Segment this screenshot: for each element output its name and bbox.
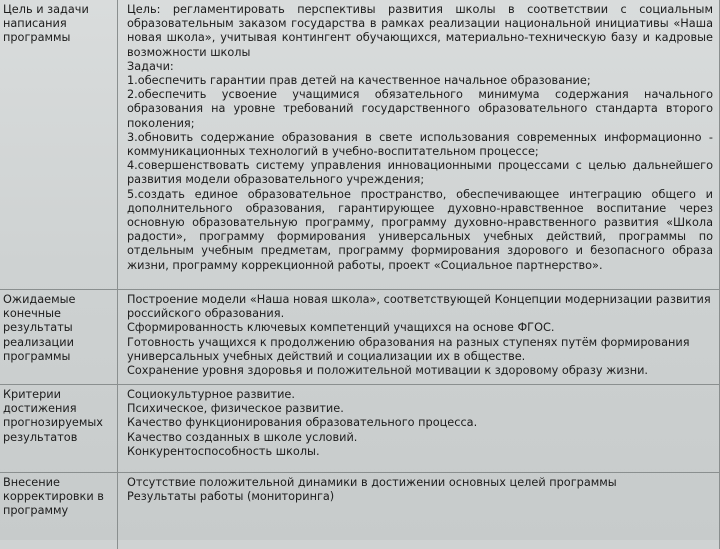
task-item: 2.обеспечить усвоение учащимися обязательного минимума содержания начального образования на уровне требований государственного образовательного стандарта второго поколения;	[127, 88, 713, 131]
table-row-expected-results	[0, 290, 720, 385]
criteria-item: Конкурентоспособность школы.	[127, 445, 713, 459]
criteria-item: Психическое, физическое развитие.	[127, 402, 713, 416]
row-content-corrections	[118, 473, 720, 549]
criteria-item: Качество функционирования образовательного процесса.	[127, 416, 713, 430]
correction-item: Результаты работы (мониторинга)	[127, 490, 713, 504]
task-item: 3.обновить содержание образования в свете использования современных информационно - коммуникационных технологий в учебно-воспитательном процессе;	[127, 131, 713, 159]
table-row-corrections	[0, 473, 720, 549]
result-item: Сохранение уровня здоровья и положительной мотивации к здоровому образу жизни.	[127, 364, 713, 378]
task-item: 1.обеспечить гарантии прав детей на качественное начальное образование;	[127, 74, 713, 88]
result-item: Построение модели «Наша новая школа», соответствующей Концепции модернизации развития российского образования.	[127, 293, 713, 321]
row-label-expected-results: Ожидаемые конечные результаты реализации программы	[0, 290, 118, 385]
goal-text: Цель: регламентировать перспективы развития школы в соответствии с социальным образовательным заказом государства в рамках реализации национальной инициативы «Наша новая школа», учитывая контингент обучающихся, материально-техническую базу и кадровые возможности школы	[127, 3, 713, 60]
correction-item: Отсутствие положительной динамики в достижении основных целей программы	[127, 476, 713, 490]
task-item: 5.создать единое образовательное пространство, обеспечивающее интеграцию общего и дополнительного образования, гарантирующее духовно-нравственное воспитание через основную образовательную программу, программу духовно-нравственного развития «Школа радости», программу формирования универсальных учебных действий, программы по отдельным учебным предметам, программу формирования здорового и безопасного образа жизни, программу коррекционной работы, проект «Социальное партнерство».	[127, 188, 713, 273]
tasks-heading: Задачи:	[127, 60, 713, 74]
row-content-criteria	[118, 385, 720, 473]
result-item: Готовность учащихся к продолжению образования на разных ступенях путём формирования универсальных учебных действий и социализации их в обществе.	[127, 336, 713, 364]
criteria-item: Социокультурное развитие.	[127, 388, 713, 402]
row-label-goals: Цель и задачи написания программы	[0, 0, 118, 290]
row-label-criteria: Критерии достижения прогнозируемых результатов	[0, 385, 118, 473]
row-content-expected-results	[118, 290, 720, 385]
task-item: 4.совершенствовать систему управления инновационными процессами с целью дальнейшего развития модели образовательного учреждения;	[127, 159, 713, 187]
criteria-item: Качество созданных в школе условий.	[127, 431, 713, 445]
row-label-corrections: Внесение корректировки в программу	[0, 473, 118, 549]
table-row-criteria	[0, 385, 720, 473]
row-content-goals	[118, 0, 720, 290]
result-item: Сформированность ключевых компетенций учащихся на основе ФГОС.	[127, 321, 713, 335]
